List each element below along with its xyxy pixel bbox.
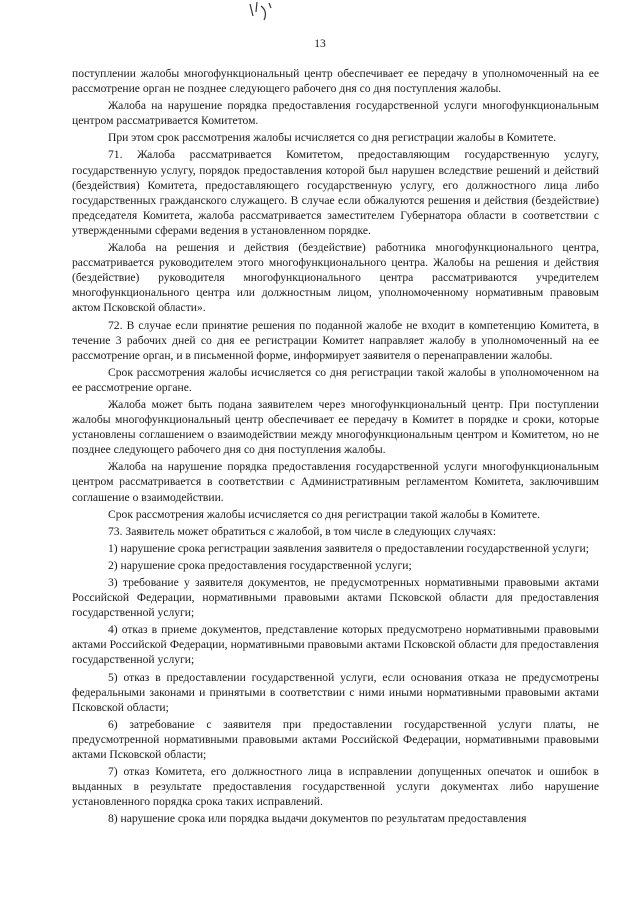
list-item: 8) нарушение срока или порядка выдачи документов по результатам предоставления <box>108 812 527 826</box>
list-item: 5) отказ в предоставлении государственной услуги, если основания отказа не предусмотрены федеральными законами и принятыми в соответствии с ними иными нормативными правовыми актами Псковской области; <box>72 670 599 714</box>
paragraph-continuation: поступлении жалобы многофункциональный центр обеспечивает ее передачу в уполномоченный на ее рассмотрение орган не позднее следующего рабочего дня со дня поступления жалобы. <box>72 67 599 96</box>
list-item: 4) отказ в приеме документов, представление которых предусмотрено нормативными правовыми актами Российской Федерации, нормативными правовыми актами Псковской области для предоставления государственной услуги; <box>72 623 599 667</box>
list-item: 7) отказ Комитета, его должностного лица в исправлении допущенных опечаток и ошибок в выданных в результате предоставления государственной услуги документах либо нарушение установленного порядка срока таких исправлений. <box>72 765 599 809</box>
paragraph-71: 71. Жалоба рассматривается Комитетом, предоставляющим государственную услугу, государственную услугу, порядок предоставления которой был нарушен вследствие решений и действий (бездействия) Комитета, предоставляющего государственную услугу, его должностного лица либо государственных гражданского служащего. В случае если обжалуются решения и действия (бездействие) председателя Комитета, жалоба рассматривается заместителем Губернатора области в соответствии с утвержденными сферами ведения в установленном порядке. <box>72 148 599 237</box>
paragraph: Жалоба на решения и действия (бездействие) работника многофункционального центра, рассматривается руководителем этого многофункционального центра. Жалобы на решения и действия (бездействие) руководителя многофункционального центра рассматриваются учредителем многофункционального центра или должностным лицом, уполномоченному нормативным правовым актом Псковской области». <box>72 241 599 315</box>
paragraph: Срок рассмотрения жалобы исчисляется со дня регистрации такой жалобы в уполномоченном на ее рассмотрение органе. <box>72 365 599 394</box>
paragraph: Срок рассмотрения жалобы исчисляется со дня регистрации такой жалобы в Комитете. <box>108 507 541 521</box>
document-body <box>72 66 599 827</box>
paragraph-73: 73. Заявитель может обратиться с жалобой, в том числе в следующих случаях: <box>108 524 496 538</box>
page-number: 13 <box>314 38 326 50</box>
paragraph: Жалоба может быть подана заявителем через многофункциональный центр. При поступлении жалобы многофункциональный центр обеспечивает ее передачу в Комитет в порядке и сроки, которые установлены соглашением о взаимодействии между многофункциональным центром и Комитетом, но не позднее следующего рабочего дня со дня поступления жалобы. <box>72 397 599 457</box>
paragraph: Жалоба на нарушение порядка предоставления государственной услуги многофункциональным центром рассматривается Комитетом. <box>72 99 599 128</box>
scan-mark <box>247 0 277 22</box>
list-item: 3) требование у заявителя документов, не предусмотренных нормативными правовыми актами Российской Федерации, нормативными правовыми актами Псковской области для предоставления государственной услуги; <box>72 576 599 620</box>
list-item: 6) затребование с заявителя при предоставлении государственной услуги платы, не предусмотренной нормативными правовыми актами Российской Федерации, нормативными правовыми актами Псковской области; <box>72 717 599 762</box>
list-item: 2) нарушение срока предоставления государственной услуги; <box>108 558 412 572</box>
paragraph-72: 72. В случае если принятие решения по поданной жалобе не входит в компетенцию Комитета, в течение 3 рабочих дней со дня ее регистрации Комитет направляет жалобу в уполномоченный на ее рассмотрение орган, и в письменной форме, информирует заявителя о перенаправлении жалобы. <box>72 318 599 362</box>
list-item: 1) нарушение срока регистрации заявления заявителя о предоставлении государственной услуги; <box>108 541 589 555</box>
paragraph: При этом срок рассмотрения жалобы исчисляется со дня регистрации жалобы в Комитете. <box>108 131 557 145</box>
paragraph: Жалоба на нарушение порядка предоставления государственной услуги многофункциональным центром рассматривается в соответствии с Административным регламентом Комитета, заключившим соглашение о взаимодействии. <box>72 460 599 504</box>
